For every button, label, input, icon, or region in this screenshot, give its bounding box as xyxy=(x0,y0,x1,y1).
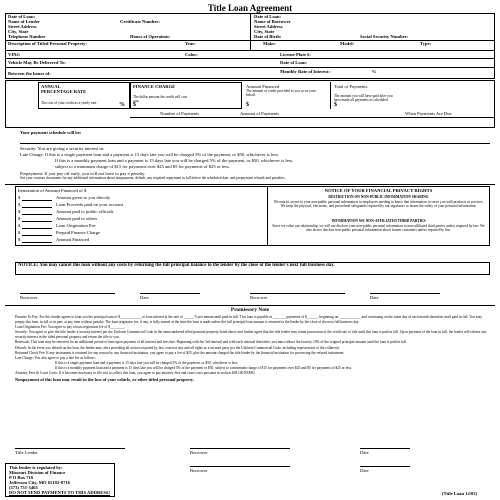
prepayment-line: Prepayment: If you pay off early, you will not have to pay a penalty. xyxy=(20,171,146,176)
make-label: Make: xyxy=(263,41,276,46)
itemization-item-label: Prepaid Finance Charge xyxy=(56,230,101,235)
sig-borrower-2: Borrower xyxy=(250,295,268,300)
page-title: Title Loan Agreement xyxy=(207,3,293,13)
promissory-paragraph: Late Charge: You also agree to pay a late fee as follows: xyxy=(15,355,96,360)
sig-borrower-1: Borrower xyxy=(20,295,38,300)
regulator-line-2: Missouri Division of Finance xyxy=(9,470,66,475)
total-payments-description: The amount you will have paid after you have made all payments as scheduled. xyxy=(334,94,393,103)
nonpayment-warning: Nonpayment of this loan may result in the loss of your vehicle, or other titled personal property. xyxy=(15,377,194,383)
delivered-label: Vehicle May Be Delivered To: xyxy=(8,60,66,65)
finance-charge-description: The dollar amount the credit will cost you. xyxy=(133,95,188,104)
vehicle-date-label: Date of Loan: xyxy=(280,60,308,65)
privacy-body2: Since we value our relationship, we will not disclose your non-public personal information to non-affiliated third parties unless required by law. We also do not disclose non-public personal information about former customers unless required by law. xyxy=(272,224,485,233)
itemization-title: Itemization of Amount Financed of $ xyxy=(18,188,87,193)
promissory-paragraph: Renewals: This loan may be renewed for an additional period of time upon payment of all interest and fees due. Beginning with the 3rd renewal and with each renewal thereafter, you must reduce the loan by 10% of the original principal amount until the loan is paid in full. xyxy=(15,340,407,345)
privacy-body1: We restrict access to your non-public personal information to employees needing to know that information to serve you with products or services. We keep the physical, electronic, and procedural safeguards required by our regulators to insure the safety of your personal information. xyxy=(273,200,484,209)
regulator-line-1: This lender is regulated by: xyxy=(9,465,63,470)
lender-date-label: Date of Loan: xyxy=(8,14,36,19)
promissory-paragraph: Promise To Pay: For this lender agrees to loan you the principal sum of $____________ to loan interest at the rate of ______% per annum until paid in full. This loan is payable in _______ payments of $______, beginning on ____________ and continuing on the same day of each month thereafter until paid in full. You may prepay this loan, in full or in part, at any time without penalty. The loan originator fee, if any, is fully earned at the time the loan is made unless the full principal loan amount is returned to the lender by the close of the next full business day. xyxy=(15,315,483,325)
vin-label: VIN#: xyxy=(8,52,21,57)
itemization-item-label: Amount paid to public officials xyxy=(56,209,114,214)
sig-date-2: Date xyxy=(370,295,379,300)
amount-financed-description: The amount of credit provided to you or on your behalf. xyxy=(246,89,316,98)
sig-date-1: Date xyxy=(140,295,149,300)
borrower-city-label: City, State xyxy=(254,29,275,34)
borrower-date-label: Date of Loan: xyxy=(254,14,282,19)
type-label: Type: xyxy=(420,41,432,46)
itemization-dollar: $ xyxy=(18,230,21,235)
borrower-street-label: Street Address xyxy=(254,24,283,29)
lender-phone-label: Telephone Number xyxy=(8,34,46,39)
itemization-item-label: Loan Proceeds paid on your account xyxy=(56,202,123,207)
privacy-sub1: RESTRICTION ON NON-PUBLIC INFORMATION SHARING xyxy=(328,195,429,199)
amount-financed-title: Amount Financed xyxy=(246,84,280,89)
form-id: (Title Loan 12/03) xyxy=(442,491,478,496)
itemization-dollar: $ xyxy=(18,223,21,228)
promissory-paragraph: Returned Check Fee: If any instrument is returned for any reason by any financial institution, you agree to pay a fee of $25, plus the amount charged the title lender by the financial institution for processing the refused instrument. xyxy=(15,350,345,355)
sig-bottom-date-2: Date xyxy=(360,468,369,473)
lender-city-label: City, State xyxy=(8,29,29,34)
privacy-sub2: INFORMATION WE NON-AFFILIATED THIRD PARTIES xyxy=(331,219,426,223)
num-payments-header: Number of Payments xyxy=(160,111,200,116)
total-payments-title: Total of Payments xyxy=(334,84,368,89)
promissory-paragraph: If this is a single payment loan and a payment is 15 days late you will be charged 5% of the payment, or $50, whichever is less. xyxy=(55,360,239,365)
between-hours-label: Between the hours of: xyxy=(8,71,51,76)
monthly-rate-pct: % xyxy=(372,69,377,74)
security-line: Security: You are giving a security interest in: xyxy=(20,146,105,151)
sig-title-lender: Title Lender xyxy=(15,450,38,455)
color-label: Color: xyxy=(185,52,198,57)
year-label: Year: xyxy=(185,41,196,46)
late-charge-line-3: subject to a minimum charge of $15 for payments over $25 and $5 for payments of $25 or less. xyxy=(55,164,230,169)
total-payments-dollar: $ xyxy=(334,102,337,108)
regulator-line-4: Jefferson City, MO 65102-0716 xyxy=(9,480,70,485)
itemization-dollar: $ xyxy=(18,202,21,207)
amt-payments-header: Amount of Payments xyxy=(240,111,280,116)
itemization-dollar: $ xyxy=(18,216,21,221)
itemization-dollar: $ xyxy=(18,195,21,200)
schedule-label: Your payment schedule will be: xyxy=(20,130,82,135)
finance-charge-dollar: $ xyxy=(133,102,136,108)
model-label: Model: xyxy=(340,41,355,46)
itemization-dollar: $ xyxy=(18,237,21,242)
borrower-name-label: Name of Borrower xyxy=(254,19,291,24)
itemization-item-label: Amount given to you directly xyxy=(56,195,111,200)
amount-financed-dollar: $ xyxy=(246,102,249,108)
monthly-rate-label: Monthly Rate of Interest: xyxy=(280,69,331,74)
when-due-header: When Payments Are Due xyxy=(405,111,452,116)
promissory-body xyxy=(15,315,490,382)
regulator-warning: DO NOT SEND PAYMENTS TO THIS ADDRESS! xyxy=(9,490,111,495)
promissory-title: Promissory Note xyxy=(230,307,270,313)
vehicle-description-label: Description of Titled Personal Property: xyxy=(8,41,87,46)
hours-label: Hours of Operation: xyxy=(130,34,171,39)
apr-description: The cost of your credit as a yearly rate. xyxy=(41,101,98,105)
contract-note: See your contract documents for any additional information about nonpayment, default, any required repayment in full before the scheduled date, and prepayment refunds and penalties. xyxy=(20,176,286,180)
apr-title: ANNUAL PERCENTAGE RATE xyxy=(41,84,87,95)
promissory-paragraph: Attorney Fees & Court Costs: If it becomes necessary to file suit to collect this loan, you agree to pay attorney fees and court costs pursuant to section 408.140 RSMO. xyxy=(15,371,256,376)
plate-label: License Plate #: xyxy=(280,52,311,57)
borrower-dob-label: Date of Birth: xyxy=(254,34,282,39)
ssn-label: Social Security Number: xyxy=(360,34,409,39)
promissory-paragraph: Security: You agree to give the title lender a security interest per the Uniform Commercial Code in the unencumbered titled personal property listed above and further agree that the title lender may retain possession of the certificate of title until this loan is paid in full. Upon payment of the loan in full, the lender will release any security interest in the titled personal property and return the title to you. xyxy=(15,330,487,340)
apr-pct: % xyxy=(119,102,125,108)
lender-name-label: Name of Lender xyxy=(8,19,40,24)
promissory-paragraph: If this is a monthly payment loan and a payment is 15 days late you will be charged 5% of the payment or $50, subject to a minimum charge of $15 for payments over $25 and $5 for payments of $25 or less. xyxy=(55,365,352,370)
itemization-dollar: $ xyxy=(18,209,21,214)
promissory-paragraph: Loan Origination Fee: You agree to pay a loan origination fee of $________. xyxy=(15,325,126,330)
itemization-item-label: Loan Origination Fee xyxy=(56,223,96,228)
finance-charge-title: FINANCE CHARGE xyxy=(133,84,176,89)
lender-street-label: Street Address xyxy=(8,24,37,29)
privacy-title: NOTICE OF YOUR FINANCIAL PRIVACY RIGHTS xyxy=(324,188,433,193)
itemization-item-label: Amount paid to others xyxy=(56,216,98,221)
late-charge-line-2: If this is a monthly payment loan and a payment is 15 days late you will be charged 5% of the payment, or $50, whichever is less, xyxy=(55,158,294,163)
cancel-notice: NOTICE: You may cancel this loan without any costs by returning the full principal balance to the lender by the close of the lender's next full business day. xyxy=(18,263,335,268)
late-charge-line-1: Late Charge: If this is a single payment loan and a payment is 15 days late you will be charged 5% of the payment, or $50, whichever is less. xyxy=(20,152,279,157)
itemization-item-label: Amount Financed xyxy=(56,237,90,242)
sig-bottom-borrower-2: Borrower xyxy=(190,468,208,473)
sig-bottom-date-1: Date xyxy=(360,450,369,455)
regulator-line-3: P O Box 716 xyxy=(9,475,34,480)
certificate-label: Certificate Number: xyxy=(120,19,160,24)
promissory-paragraph: Default: In the event you default on the loan, the lender may, after providing all notices required by law, exercise any and all rights as a secured party per the Uniform Commercial Code, including repossession of the collateral. xyxy=(15,345,340,350)
regulator-line-5: (573) 751-3463 xyxy=(9,485,38,490)
sig-bottom-borrower-1: Borrower xyxy=(190,450,208,455)
